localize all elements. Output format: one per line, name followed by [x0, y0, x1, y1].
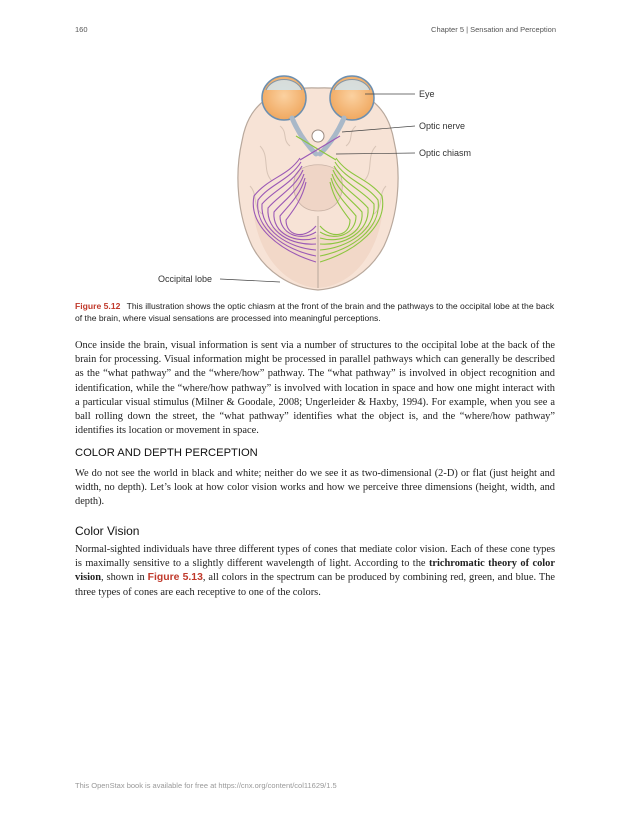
brain-stem-hole	[312, 130, 324, 142]
page-number: 160	[75, 25, 88, 34]
brain-visual-pathway-figure	[150, 66, 480, 296]
left-eye	[262, 76, 306, 120]
label-optic-chiasm: Optic chiasm	[419, 148, 472, 158]
brain-diagram	[150, 66, 480, 296]
paragraph-visual-pathways: Once inside the brain, visual information is sent via a number of structures to the occipital lobe at the back of the brain for processing. Visual information might be processed in parallel pathways which can generally be described as the “what pathway” and the “where/how” pathway. The “what pathway” is involved in object recognition and identification, while the “where/how pathway” is involved with location in space and how one might interact with a particular visual stimulus (Milner & Goodale, 2008; Ungerleider & Haxby, 1994). For example, when you see a ball rolling down the street, the “what pathway” identifies what the object is, and the “where/how pathway” identifies its location or movement in space.	[75, 340, 555, 437]
right-eye	[330, 76, 374, 120]
term-trichromatic-theory: trichromatic theory of color vision	[75, 558, 555, 584]
subsection-heading-color-vision: Color Vision	[75, 524, 140, 538]
chapter-header: Chapter 5 | Sensation and Perception	[431, 25, 556, 34]
figure-number: Figure 5.12	[75, 301, 121, 311]
figure-caption	[75, 300, 555, 324]
color-vision-text-b: , shown in	[101, 572, 148, 584]
section-heading-color-depth: COLOR AND DEPTH PERCEPTION	[75, 447, 258, 459]
color-vision-text-a: Normal-sighted individuals have three different types of cones that mediate color vision. Each of these cone types is maximally sensitive to a slightly different wavelength of light. According to the	[75, 544, 555, 570]
figure-5-13-link[interactable]: Figure 5.13	[147, 572, 203, 584]
label-occipital-lobe: Occipital lobe	[158, 274, 213, 284]
label-eye: Eye	[419, 89, 435, 99]
paragraph-color-depth-intro: We do not see the world in black and white; neither do we see it as two-dimensional (2-D) or flat (just height and width, no depth). Let’s look at how color vision works and how we perceive three dimensions (height, width, and depth).	[75, 468, 555, 508]
label-optic-nerve: Optic nerve	[419, 121, 466, 131]
paragraph-color-vision	[75, 543, 555, 600]
page-footer: This OpenStax book is available for free at https://cnx.org/content/col11629/1.5	[75, 781, 337, 790]
figure-caption-text: This illustration shows the optic chiasm at the front of the brain and the pathways to the occipital lobe at the back of the brain, where visual sensations are processed into meaningful perceptions.	[75, 301, 555, 323]
color-vision-text-c: , all colors in the spectrum can be produced by combining red, green, and blue. The three types of cones are each receptive to one of the colors.	[75, 572, 555, 598]
